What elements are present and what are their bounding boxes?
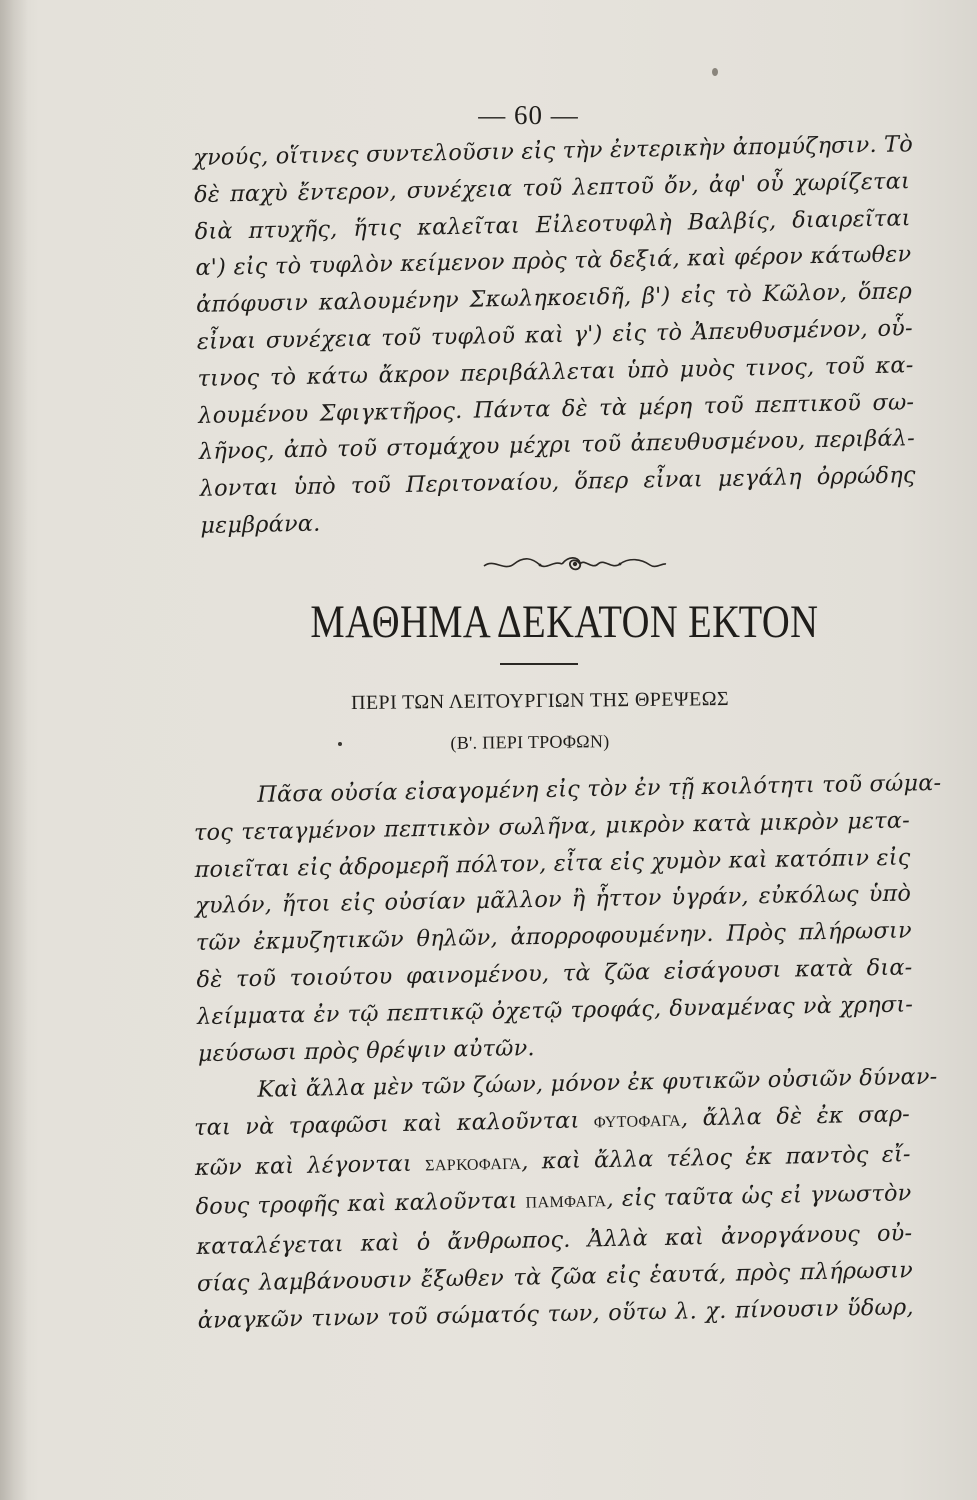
text-line: ἀναγκῶν τινων τοῦ σώματός των, οὕτω λ. χ. πίνουσιν ὕδωρ,: [197, 1293, 914, 1334]
text-line: λουμένου Σφιγκτῆρος. Πάντα δὲ τὰ μέρη τοῦ πεπτικοῦ σω-: [198, 388, 915, 429]
text-line: λονται ὑπὸ τοῦ Περιτοναίου, ὅπερ εἶναι μεγάλη ὀρρώδης: [199, 462, 916, 503]
text-line: α') εἰς τὸ τυφλὸν κείμενον πρὸς τὰ δεξιά, καὶ φέρον κάτωθεν: [195, 241, 912, 282]
section-subtitle: (Β'. ΠΕΡΙ ΤΡΟΦΩΝ): [450, 731, 610, 753]
text-line: τος τεταγμένον πεπτικὸν σωλῆνα, μικρὸν κατὰ μικρὸν μετα-: [193, 807, 911, 846]
text-segment: ται νὰ τραφῶσι καὶ καλοῦνται: [193, 1107, 595, 1141]
page-number: — 60 —: [478, 100, 579, 130]
text-line: μεύσωσι πρὸς θρέψιν αὐτῶν.: [197, 1034, 535, 1067]
text-line: δὲ παχὺ ἔντερον, συνέχεια τοῦ λεπτοῦ ὄν, ἀφ' οὗ χωρίζεται: [193, 168, 911, 208]
term-herbivores: ΦΥΤΟΦΑΓΑ: [593, 1112, 682, 1132]
text-line: σίας λαμβάνουσιν ἔξωθεν τὰ ζῶα εἰς ἑαυτά, πρὸς πλήρωσιν: [196, 1257, 914, 1297]
text-line: καταλέγεται καὶ ὁ ἄνθρωπος. Ἀλλὰ καὶ ἀνοργάνους οὐ-: [196, 1220, 913, 1261]
text-line: εἶναι συνέχεια τοῦ τυφλοῦ καὶ γ') εἰς τὸ Ἀπευθυσμένον, οὗ-: [196, 315, 913, 355]
text-line: χνούς, οἵτινες συντελοῦσιν εἰς τὴν ἐντερικὴν ἀπομύζησιν. Τὸ: [193, 131, 914, 171]
term-omnivores: ΠΑΜΦΑΓΑ: [525, 1193, 607, 1213]
text-line: ἀπόφυσιν καλουμένην Σκωληκοειδῆ, β') εἰς τὸ Κῶλον, ὅπερ: [195, 278, 913, 319]
paragraph-nutrition: [193, 766, 942, 1073]
text-line: Καὶ ἄλλα μὲν τῶν ζώων, μόνον ἐκ φυτικῶν οὐσιῶν δύναν-: [257, 1063, 938, 1103]
section-title: ΠΕΡΙ ΤΩΝ ΛΕΙΤΟΥΡΓΙΩΝ ΤΗΣ ΘΡΕΨΕΩΣ: [350, 688, 730, 714]
text-line: τινος τὸ κάτω ἄκρον περιβάλλεται ὑπὸ μυὸς τινος, τοῦ κα-: [197, 351, 914, 392]
term-carnivores: ΣΑΡΚΟΦΑΓΑ: [424, 1155, 522, 1175]
text-line: λῆνος, ἀπὸ τοῦ στομάχου μέχρι τοῦ ἀπευθυσμένου, περιβάλ-: [198, 425, 916, 466]
text-segment: δους τροφῆς καὶ καλοῦνται: [195, 1188, 526, 1221]
text-line: Πᾶσα οὐσία εἰσαγομένη εἰς τὸν ἐν τῇ κοιλότητι τοῦ σώμα-: [257, 769, 942, 808]
page-gutter-shadow: [0, 0, 28, 1500]
text-segment: , εἰς ταῦτα ὡς εἰ γνωστὸν: [606, 1180, 912, 1213]
text-line: ποιεῖται εἰς ἀδρομερῆ πόλτον, εἶτα εἰς χυμὸν καὶ κατόπιν εἰς: [194, 844, 911, 883]
text-line: δὲ τοῦ τοιούτου φαινομένου, τὰ ζῶα εἰσάγουσι κατὰ δια-: [196, 954, 913, 993]
text-line: λείμματα ἐν τῷ πεπτικῷ ὀχετῷ τροφάς, δυναμένας νὰ χρησι-: [196, 991, 914, 1030]
title-divider-rule: [500, 663, 578, 665]
ink-speck: [712, 68, 718, 76]
text-line: διὰ πτυχῆς, ἥτις καλεῖται Εἰλεοτυφλὴ Βαλβίς, διαιρεῖται: [194, 204, 911, 245]
text-segment: κῶν καὶ λέγονται: [194, 1150, 426, 1181]
chapter-title: ΜΑΘΗΜΑ ΔΕΚΑΤΟΝ ΕΚΤΟΝ: [310, 596, 819, 648]
paragraph-continuation: [193, 126, 917, 544]
decorative-flourish-ornament: [480, 552, 670, 576]
text-line: τῶν ἐκμυζητικῶν θηλῶν, ἀπορροφουμένην. Πρὸς πλήρωσιν: [195, 917, 913, 957]
ink-speck: [338, 742, 342, 746]
text-line: χυλόν, ἤτοι εἰς οὐσίαν μᾶλλον ἢ ἧττον ὑγράν, εὐκόλως ὑπὸ: [195, 880, 912, 920]
paragraph-animal-diets: [193, 1059, 938, 1339]
text-segment: , ἄλλα δὲ ἐκ σαρ-: [680, 1101, 911, 1132]
text-line: μεμβράνα.: [200, 510, 321, 539]
text-segment: , καὶ ἄλλα τέλος ἐκ παντὸς εἴ-: [521, 1140, 911, 1175]
